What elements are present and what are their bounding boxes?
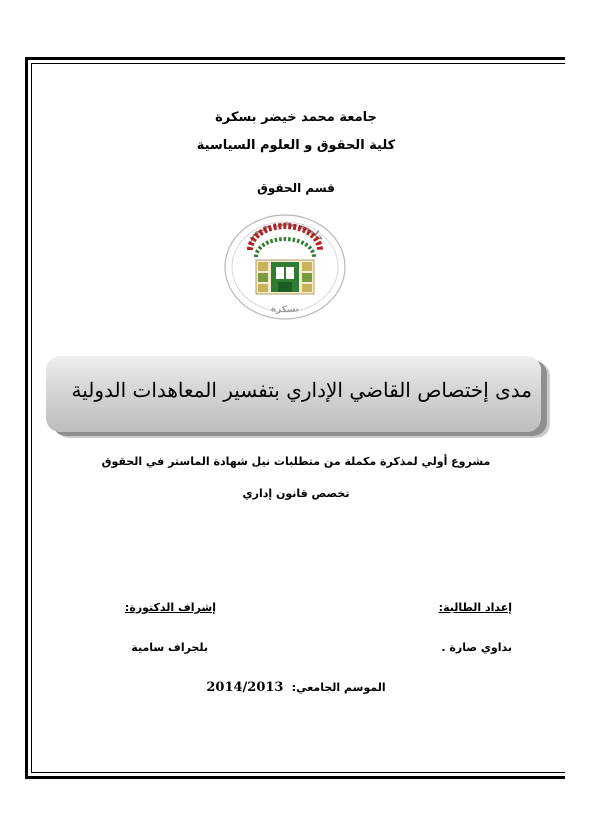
prepared-by-label: إعداد الطالبة: [438, 601, 512, 614]
logo-bottom-text: بسكرة [270, 304, 300, 316]
department-name: قسم الحقوق [257, 181, 335, 195]
title-banner [46, 356, 541, 432]
student-name: بداوي صارة . [441, 641, 512, 654]
logo-top-text: جامعة محمد خيضر [244, 218, 326, 244]
faculty-name: كلية الحقوق و العلوم السياسية [196, 138, 396, 153]
university-logo [220, 212, 350, 322]
supervisor-name: بلجراف سامية [131, 641, 208, 654]
supervisor-label: إشراف الدكتورة: [124, 601, 216, 614]
thesis-title: مدى إختصاص القاضي الإداري بتفسير المعاهدات الدولية [71, 378, 532, 402]
logo-building-icon [256, 260, 314, 294]
project-description: مشروع أولي لمذكرة مكملة من متطلبات نيل شهادة الماستر في الحقوق [101, 455, 491, 468]
academic-year-value: 2014/2013 [206, 680, 284, 695]
academic-year [0, 680, 592, 695]
specialization: تخصص قانون إداري [242, 487, 350, 500]
academic-year-label: الموسم الجامعي: [291, 681, 386, 694]
university-name: جامعة محمد خيضر بسكرة [215, 110, 377, 125]
